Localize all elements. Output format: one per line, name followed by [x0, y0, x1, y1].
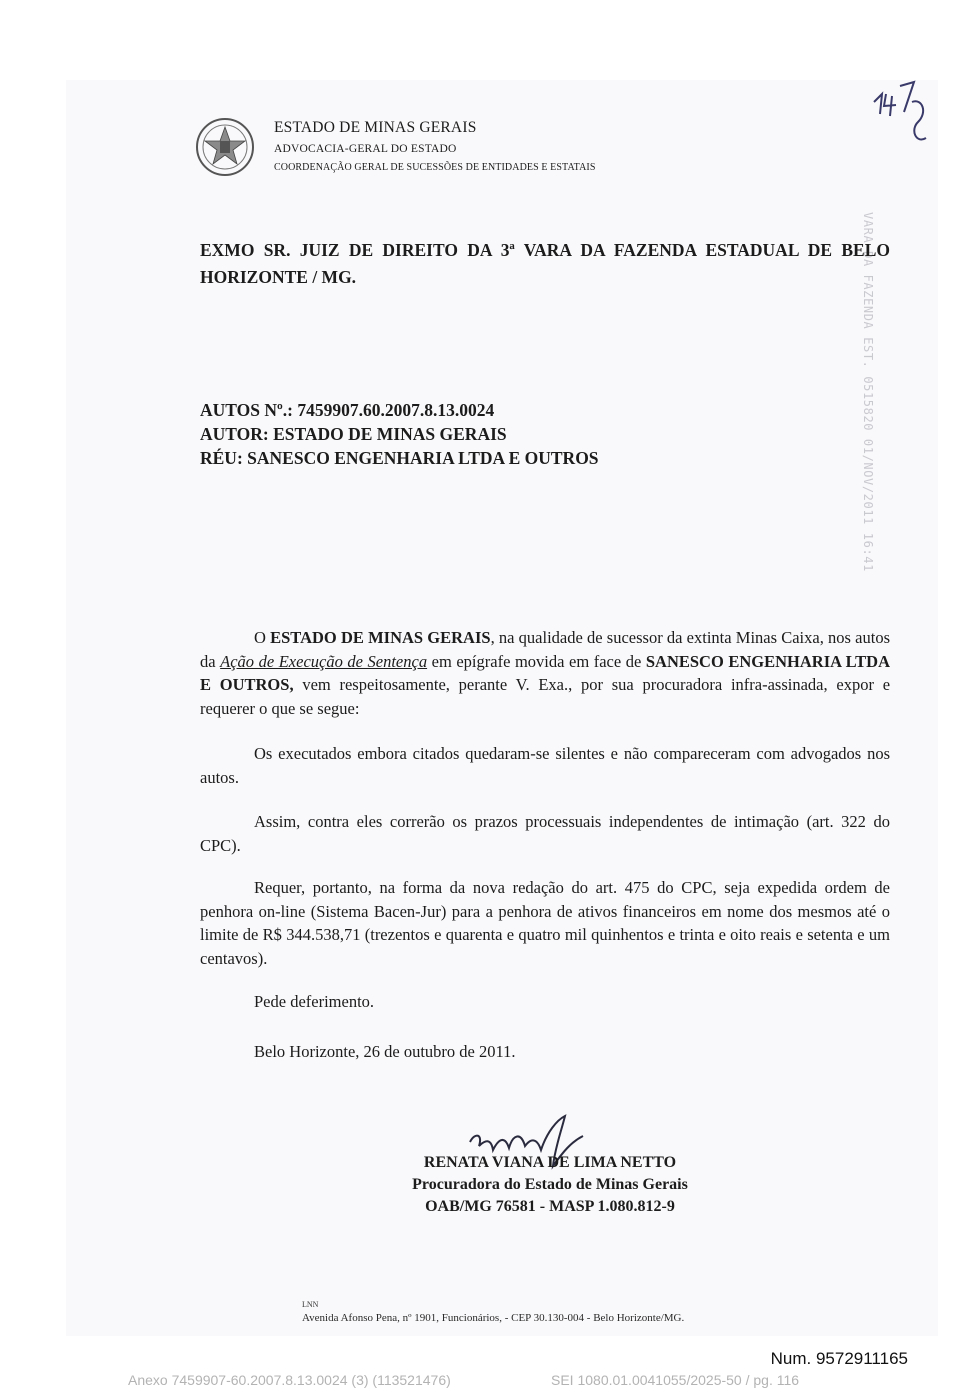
sei-page-reference: SEI 1080.01.0041055/2025-50 / pg. 116	[551, 1372, 800, 1388]
paragraph-intro	[200, 626, 890, 720]
paragraph-text: Assim, contra eles correrão os prazos processuais independentes de intimação (art. 322 do CPC).	[200, 812, 890, 855]
header-state-name: ESTADO DE MINAS GERAIS	[274, 119, 477, 136]
paragraph-4	[200, 876, 890, 970]
paragraph-text: Requer, portanto, na forma da nova redação do art. 475 do CPC, seja expedida ordem de penhora on-line (Sistema Bacen-Jur) para a penhora de ativos financeiros em nome dos mesmos até o limite de R$ 344.538,71 (trezentos e quarenta e quatro mil quinhentos e trinta e oito reais e setenta e um centavos).	[200, 878, 890, 968]
footer-address: Avenida Afonso Pena, nº 1901, Funcionários, - CEP 30.130-004 - Belo Horizonte/MG.	[302, 1312, 685, 1324]
paragraph-2	[200, 742, 890, 789]
date-line	[200, 1040, 890, 1064]
paragraph-text: Os executados embora citados quedaram-se silentes e não compareceram com advogados nos autos.	[200, 744, 890, 787]
signature-block	[340, 1152, 760, 1218]
signer-role: Procuradora do Estado de Minas Gerais	[412, 1176, 688, 1193]
defendant: RÉU: SANESCO ENGENHARIA LTDA E OUTROS	[200, 448, 599, 468]
footer-code: LNN	[302, 1300, 319, 1309]
action-title: Ação de Execução de Sentença	[220, 651, 428, 671]
case-caption	[200, 398, 599, 470]
paragraph-5	[200, 990, 890, 1014]
protocol-stamp: VARA DA FAZENDA EST. 0515820 01/NOV/2011 16:41	[861, 212, 875, 572]
party-name: ESTADO DE MINAS GERAIS	[270, 628, 491, 647]
paragraph-3	[200, 810, 890, 857]
signer-registration: OAB/MG 76581 - MASP 1.080.812-9	[425, 1198, 675, 1215]
signer-name: RENATA VIANA DE LIMA NETTO	[423, 1154, 677, 1171]
paragraph-text: Pede deferimento.	[254, 992, 375, 1011]
paragraph-text: Belo Horizonte, 26 de outubro de 2011.	[254, 1042, 516, 1061]
defendant-name: SANESCO ENGENHARIA LTDA E OUTROS,	[200, 651, 891, 694]
text: em epígrafe movida em face de	[427, 651, 646, 671]
addressee: EXMO SR. JUIZ DE DIREITO DA 3ª VARA DA FAZENDA ESTADUAL DE BELO HORIZONTE / MG.	[200, 240, 890, 287]
text: O	[254, 628, 271, 647]
state-coat-of-arms-seal	[195, 117, 255, 177]
text: vem respeitosamente, perante V. Exa., por sua procuradora infra-assinada, expor e requerer o que se segue:	[200, 675, 891, 718]
header-agency: ADVOCACIA-GERAL DO ESTADO	[274, 143, 457, 155]
document-number: Num. 9572911165	[770, 1349, 908, 1368]
header-coordination: COORDENAÇÃO GERAL DE SUCESSÕES DE ENTIDADES E ESTATAIS	[274, 162, 596, 173]
handwritten-folio-number	[868, 72, 932, 162]
annex-reference: Anexo 7459907-60.2007.8.13.0024 (3) (113521476)	[128, 1372, 451, 1388]
case-number: AUTOS Nº.: 7459907.60.2007.8.13.0024	[200, 400, 495, 420]
text: , na qualidade de sucessor da extinta Minas Caixa, nos autos da	[200, 628, 890, 671]
plaintiff: AUTOR: ESTADO DE MINAS GERAIS	[200, 424, 507, 444]
